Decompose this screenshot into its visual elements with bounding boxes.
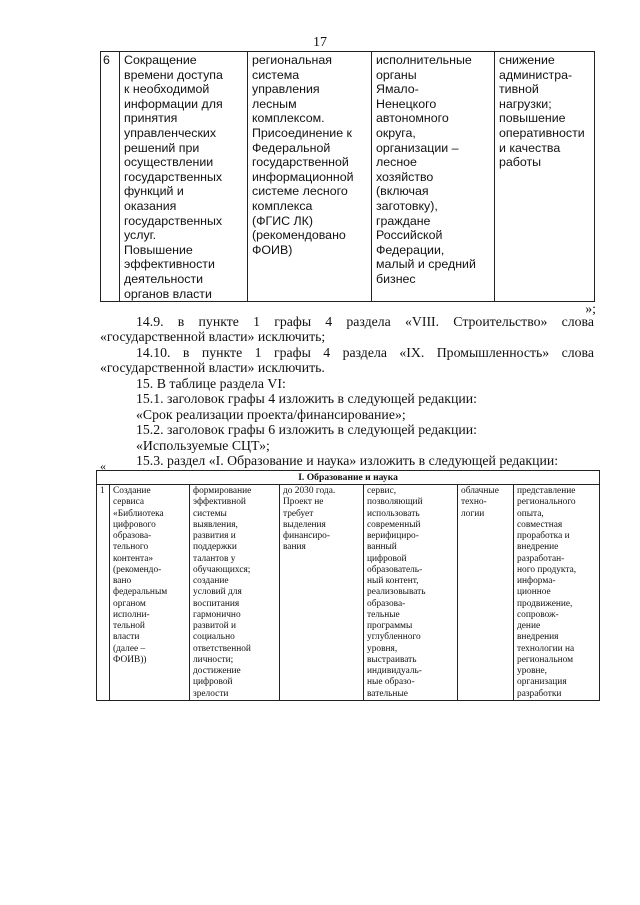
technology-cell: облачные техно- логии [458, 485, 514, 701]
participants-cell: исполнительные органы Ямало- Ненецкого автономного округа, организации – лесное хозяйство (включая заготовку), граждане Российской Федерации, малый и средний бизнес [372, 52, 495, 302]
result-cell: сервис, позволяющий использовать современный верифициро- ванный цифровой образователь- ный контент, реализовывать образова- тельные программы углубленного уровня, выстраивать индивидуаль- ные образо- вательные [364, 485, 458, 701]
table-row [97, 485, 600, 701]
bottom-table [96, 470, 600, 701]
paragraph-14-9-line2: «государственной власти» исключить; [100, 329, 326, 344]
paragraph-15-1: 15.1. заголовок графы 4 изложить в следующей редакции: [136, 391, 477, 406]
term-cell: до 2030 года. Проект не требует выделения финансиро- вания [280, 485, 364, 701]
paragraph-15-1-text: «Срок реализации проекта/финансирование»; [136, 407, 406, 422]
paragraph-15: 15. В таблице раздела VI: [136, 376, 286, 391]
paragraph-15-3: 15.3. раздел «I. Образование и наука» изложить в следующей редакции: [136, 453, 559, 468]
page-number: 17 [313, 35, 327, 50]
top-table [100, 51, 595, 302]
goal-cell: Сокращение времени доступа к необходимой информации для принятия управленческих решений при осуществлении государственных функций и оказания государственных услуг. Повышение эффективности деятельности органов власти [120, 52, 248, 302]
project-cell: региональная система управления лесным комплексом. Присоединение к Федеральной государственной информационной системе лесного комплекса (ФГИС ЛК) (рекомендовано ФОИВ) [248, 52, 372, 302]
effect-cell: снижение администра- тивной нагрузки; повышение оперативности и качества работы [495, 52, 595, 302]
row-number: 6 [101, 52, 120, 302]
paragraph-15-2-text: «Используемые СЦТ»; [136, 438, 270, 453]
paragraph-14-9-line1: 14.9. в пункте 1 графы 4 раздела «VIII. Строительство» слова [136, 314, 594, 329]
section-header-row [97, 471, 600, 485]
opening-quote: « [100, 459, 106, 473]
paragraph-15-2: 15.2. заголовок графы 6 изложить в следующей редакции: [136, 422, 477, 437]
table-row [101, 52, 595, 302]
closing-quote: »; [585, 301, 596, 316]
row-number: 1 [97, 485, 110, 701]
actions-cell: представление регионального опыта, совместная проработка и внедрение разработан- ного продукта, информа- ционное продвижение, сопровож- дение внедрения технологии на региональном уровне, организация разработки [514, 485, 600, 701]
paragraph-14-10-line1: 14.10. в пункте 1 графы 4 раздела «IX. Промышленность» слова [136, 345, 594, 360]
paragraph-14-10-line2: «государственной власти» исключить. [100, 360, 325, 375]
goal-cell: формирование эффективной системы выявления, развития и поддержки талантов у обучающихся; создание условий для воспитания гармонично развитой и социально ответственной личности; достижение цифровой зрелости [190, 485, 280, 701]
section-title: I. Образование и наука [97, 471, 600, 485]
project-name-cell: Создание сервиса «Библиотека цифрового образова- тельного контента» (рекомендо- вано федеральным органом исполни- тельной власти (далее – ФОИВ)) [110, 485, 190, 701]
